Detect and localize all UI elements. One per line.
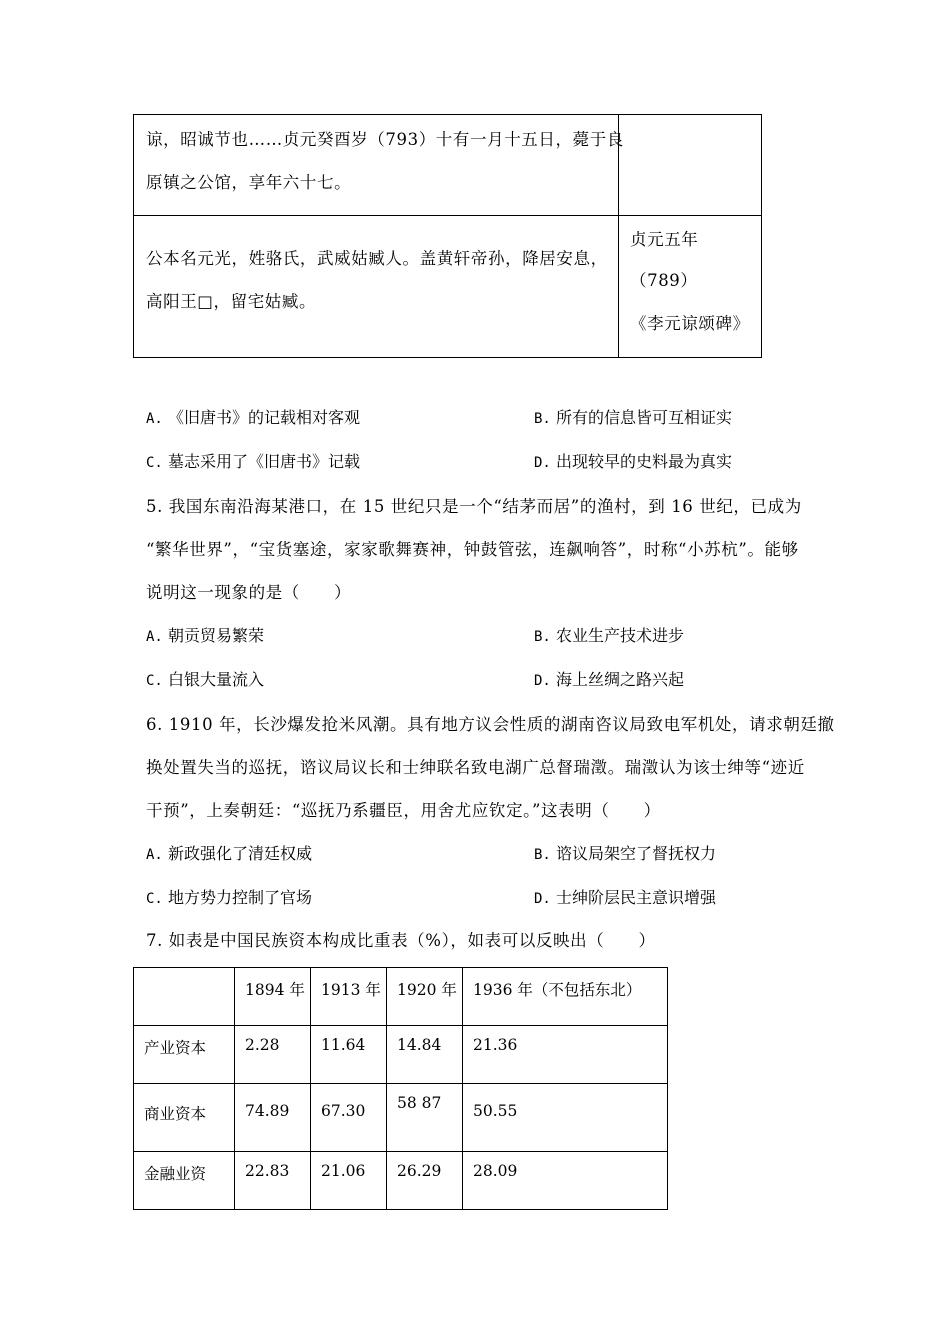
table-cell: 22.83 (235, 1152, 311, 1210)
option-d: D. 海上丝绸之路兴起 (534, 670, 685, 689)
table-row (134, 1026, 668, 1084)
question-text: 7. 如表是中国民族资本构成比重表（%），如表可以反映出（ ） (146, 931, 656, 950)
table-cell: 金融业资 (134, 1152, 235, 1210)
table-cell: 商业资本 (134, 1084, 235, 1152)
option-d: D. 出现较早的史料最为真实 (534, 452, 733, 471)
table-cell-text: 谅，昭诚节也……贞元癸酉岁（793）十有一月十五日，薨于良 (146, 130, 624, 149)
table-cell-source: 《李元谅颂碑》 (630, 314, 750, 333)
table-header-cell: 1894 年 (235, 968, 311, 1026)
table-row (134, 1152, 668, 1210)
question-text: 5. 我国东南沿海某港口，在 15 世纪只是一个“结茅而居”的渔村，到 16 世纪，已成为 (146, 497, 802, 516)
table-divider (134, 215, 761, 216)
table-cell: 74.89 (235, 1084, 311, 1152)
option-a: A. 《旧唐书》的记载相对客观 (146, 408, 361, 427)
table-header-row (134, 968, 668, 1026)
option-d: D. 士绅阶层民主意识增强 (534, 888, 717, 907)
table-cell: 50.55 (463, 1084, 668, 1152)
question-text: “繁华世界”，“宝货塞途，家家歌舞赛神，钟鼓管弦，连飙响答”，时称“小苏杭”。能够 (146, 540, 799, 559)
table-cell: 11.64 (311, 1026, 387, 1084)
table-row (134, 1084, 668, 1152)
option-c: C. 白银大量流入 (146, 670, 265, 689)
table-cell: 产业资本 (134, 1026, 235, 1084)
table-cell-text: 原镇之公馆，享年六十七。 (146, 173, 352, 192)
option-c: C. 地方势力控制了官场 (146, 888, 313, 907)
table-cell: 14.84 (387, 1026, 463, 1084)
table-cell: 26.29 (387, 1152, 463, 1210)
table-cell: 2.28 (235, 1026, 311, 1084)
option-c: C. 墓志采用了《旧唐书》记载 (146, 452, 361, 471)
option-a: A. 朝贡贸易繁荣 (146, 626, 265, 645)
option-a: A. 新政强化了清廷权威 (146, 844, 313, 863)
table-header-cell: 1913 年 (311, 968, 387, 1026)
table-header-cell: 1936 年（不包括东北） (463, 968, 668, 1026)
table-cell: 28.09 (463, 1152, 668, 1210)
table-cell-text: 高阳王□，留宅姑臧。 (146, 292, 317, 311)
table-header-cell (134, 968, 235, 1026)
table-cell-source: （789） (630, 271, 698, 290)
option-b: B. 农业生产技术进步 (534, 626, 685, 645)
table-cell: 21.36 (463, 1026, 668, 1084)
capital-composition-table (133, 967, 668, 1210)
table-header-cell: 1920 年 (387, 968, 463, 1026)
table-divider (618, 115, 619, 357)
question-text: 换处置失当的巡抚，谘议局议长和士绅联名致电湖广总督瑞澂。瑞澂认为该士绅等“迹近 (146, 758, 805, 777)
table-cell: 67.30 (311, 1084, 387, 1152)
question-text: 说明这一现象的是（ ） (146, 583, 352, 602)
table-cell: 58 87 (387, 1084, 463, 1152)
question-text: 干预”，上奏朝廷：“巡抚乃系疆臣，用舍尤应钦定。”这表明（ ） (146, 801, 661, 820)
table-cell-source: 贞元五年 (630, 230, 699, 249)
question-text: 6. 1910 年，长沙爆发抢米风潮。具有地方议会性质的湖南咨议局致电军机处，请求朝廷撤 (146, 715, 835, 734)
option-b: B. 所有的信息皆可互相证实 (534, 408, 733, 427)
option-b: B. 谘议局架空了督抚权力 (534, 844, 717, 863)
table-cell-text: 公本名元光，姓骆氏，武威姑臧人。盖黄轩帝孙，降居安息， (146, 249, 608, 268)
table-cell: 21.06 (311, 1152, 387, 1210)
